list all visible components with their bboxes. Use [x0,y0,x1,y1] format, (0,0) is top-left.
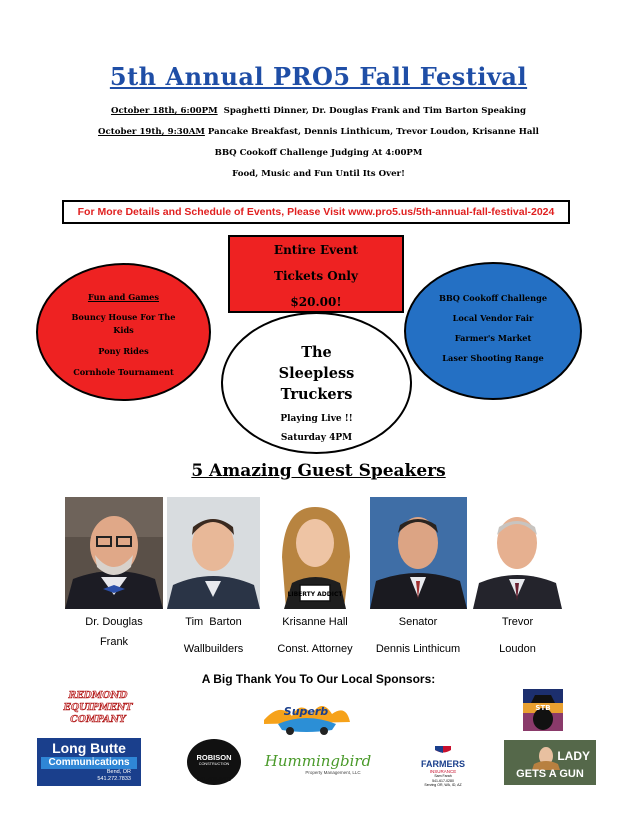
games-oval [36,263,211,401]
sponsor-superb-logo [260,694,352,738]
speaker-name-line: Loudon [499,643,536,655]
activity-farmers-market: Farmer's Market [454,333,532,343]
speaker-photo-linthicum [370,497,467,609]
ticket-line-2: Tickets Only [274,269,358,283]
speaker-photo-barton [167,497,260,609]
activities-oval [404,262,582,400]
redmond-line: COMPANY [70,714,126,725]
games-item-bouncy: Bouncy House For The Kids [71,312,176,335]
longbutte-name: Long Butte [52,740,126,756]
schedule-line-4: Food, Music and Fun Until Its Over! [232,169,405,179]
schedule-text-2: Pancake Breakfast, Dennis Linthicum, Trevor Loudon, Krisanne Hall [204,127,539,137]
farmers-serving: Serving OR, WA, ID, AZ [424,783,462,787]
speaker-caption-frank [65,612,163,652]
redmond-line: REDMOND [68,690,128,701]
lady-line-1: LADY [557,749,590,763]
farmers-shield-icon [434,745,452,755]
hummingbird-sub: Property Management, LLC [305,770,361,775]
speaker-name-line: Tim Barton [185,616,242,628]
farmers-name: FARMERS [420,759,465,769]
schedule-line-2 [0,127,637,137]
activity-laser: Laser Shooting Range [442,353,544,363]
speaker-caption-linthicum [362,612,474,659]
band-oval [221,312,412,454]
speaker-name-line: Trevor [501,616,534,628]
schedule-text-1: Spaghetti Dinner, Dr. Douglas Frank and Tim Barton Speaking [217,106,527,116]
redmond-line: EQUIPMENT [63,702,133,713]
ticket-line-1: Entire Event [273,243,359,257]
speaker-title-line: Wallbuilders [183,643,244,655]
sponsor-farmers-logo [410,742,476,787]
details-link-box[interactable]: For More Details and Schedule of Events, Please Visit www.pro5.us/5th-annual-fall-festival-2024 [62,200,570,224]
farmers-phone: 541-617-0280 [432,779,454,783]
lady-line-2: GETS A GUN [516,768,584,780]
longbutte-sub: Communications [41,757,137,769]
band-time: Saturday 4PM [280,433,353,443]
robison-phone: 541-408-8401 [196,777,232,783]
games-item-cornhole: Cornhole Tournament [73,367,174,377]
ticket-price: $20.00! [290,295,342,309]
speaker-name-line: Krisanne Hall [282,616,348,628]
robison-name: ROBISON [196,753,232,762]
schedule-date-1: October 18th, 6:00PM [110,106,218,116]
sponsor-redmond-logo [58,690,138,726]
shirt-text: LIBERTY ADDICT [287,591,343,598]
band-playing-live: Playing Live !! [280,414,353,424]
games-item-pony: Pony Rides [98,346,149,356]
schedule-date-2: October 19th, 9:30AM [98,127,205,137]
schedule-line-1 [0,106,637,116]
ticket-box [228,235,404,313]
hummingbird-name: Hummingbird [264,752,372,770]
longbutte-phone: 541.272.7833 [97,776,131,782]
farmers-agent: Sam Farah [434,774,452,778]
speaker-name-line: Senator [398,616,438,628]
speaker-title-line: Const. Attorney [277,643,353,655]
sponsor-stb-logo [523,689,563,731]
sponsor-hummingbird-logo [264,752,372,775]
speaker-photo-hall [264,497,366,609]
speakers-heading: 5 Amazing Guest Speakers [191,461,446,481]
schedule-line-3: BBQ Cookoff Challenge Judging At 4:00PM [214,148,423,158]
activity-vendor: Local Vendor Fair [452,313,534,323]
sponsors-heading: A Big Thank You To Our Local Sponsors: [201,672,436,686]
sponsor-lady-logo [504,740,596,785]
speaker-caption-hall [262,612,368,659]
speaker-name-line: Frank [99,636,129,648]
superb-name: Superb [283,705,329,718]
speaker-name-line: Dr. Douglas [85,616,143,628]
speaker-photo-frank [65,497,163,609]
stb-text: STB [535,704,551,712]
sponsor-longbutte-logo [37,738,141,786]
festival-title: 5th Annual PRO5 Fall Festival [109,62,528,91]
speaker-photo-loudon [471,497,564,609]
activity-bbq: BBQ Cookoff Challenge [438,293,548,303]
farmers-sub: INSURANCE [429,769,457,774]
speaker-name-line: Dennis Linthicum [375,643,461,655]
longbutte-city: Bend, OR [106,769,131,775]
speaker-caption-loudon [471,612,564,659]
robison-sub: CONSTRUCTION [198,762,230,766]
games-heading: Fun and Games [87,292,160,302]
speaker-caption-barton [161,612,266,659]
band-name: The Sleepless Truckers [278,344,355,403]
